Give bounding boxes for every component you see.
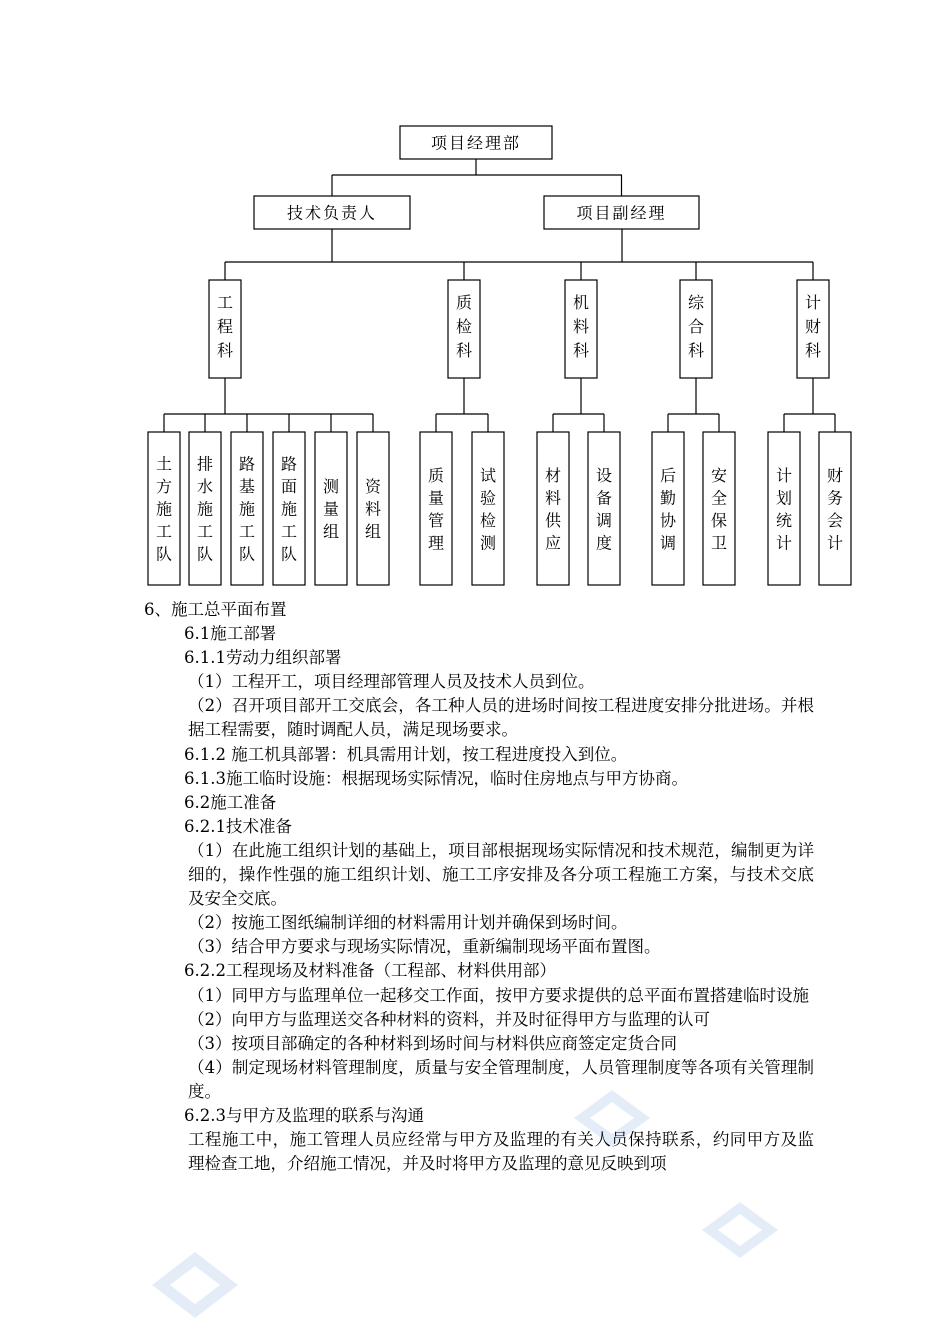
section-heading: 6、施工总平面布置 bbox=[144, 600, 287, 619]
paragraph: （1）在此施工组织计划的基础上，项目部根据现场实际情况和技术规范，编制更为详细的，操作性强的施工组织计划、施工工序安排及各分项工程施工方案，与技术交底及安全交底。 bbox=[188, 840, 814, 909]
watermark-logo-icon bbox=[150, 1250, 240, 1320]
paragraph: （3）结合甲方要求与现场实际情况，重新编制现场平面布置图。 bbox=[188, 937, 661, 957]
subsection-heading: 6.2施工准备 bbox=[184, 792, 277, 812]
watermark-logo-icon bbox=[700, 1200, 780, 1260]
paragraph: （1）工程开工，项目经理部管理人员及技术人员到位。 bbox=[188, 672, 595, 692]
org-team-label: 资料组 bbox=[364, 477, 382, 541]
org-team-label: 后勤协调 bbox=[659, 465, 677, 553]
watermark-logo-icon bbox=[572, 1088, 652, 1148]
org-level2-label: 项目副经理 bbox=[576, 203, 667, 223]
org-chart bbox=[0, 0, 950, 600]
subsection-heading: 6.2.2工程现场及材料准备（工程部、材料供用部） bbox=[184, 961, 556, 981]
paragraph: 工程施工中，施工管理人员应经常与甲方及监理的有关人员保持联系，约同甲方及监理检查工地，介绍施工情况，并及时将甲方及监理的意见反映到项 bbox=[188, 1130, 814, 1174]
subsection-heading: 6.2.1技术准备 bbox=[184, 816, 292, 836]
org-level2-label: 技术负责人 bbox=[286, 203, 378, 223]
org-team-label: 路面施工队 bbox=[280, 454, 298, 564]
org-team-box bbox=[420, 432, 452, 585]
org-team-box bbox=[588, 432, 620, 585]
org-team-box bbox=[819, 432, 851, 585]
org-team-label: 财务会计 bbox=[826, 465, 844, 553]
org-department-label: 工程科 bbox=[216, 293, 234, 360]
org-team-label: 设备调度 bbox=[595, 465, 613, 553]
paragraph: （2）按施工图纸编制详细的材料需用计划并确保到场时间。 bbox=[188, 913, 628, 933]
subsection-heading: 6.1施工部署 bbox=[184, 624, 277, 644]
org-team-label: 计划统计 bbox=[775, 465, 793, 553]
org-team-box bbox=[703, 432, 735, 585]
org-team-box bbox=[652, 432, 684, 585]
document-body bbox=[144, 598, 814, 1176]
org-team-label: 测量组 bbox=[322, 477, 340, 541]
org-team-label: 排水施工队 bbox=[196, 454, 214, 564]
org-team-label: 土方施工队 bbox=[155, 454, 173, 564]
subsection-heading: 6.1.2 施工机具部署：机具需用计划，按工程进度投入到位。 bbox=[184, 744, 628, 764]
org-department-label: 机料科 bbox=[572, 293, 590, 360]
org-department-label: 质检科 bbox=[455, 293, 473, 360]
paragraph: （2）召开项目部开工交底会，各工种人员的进场时间按工程进度安排分批进场。并根据工程需要，随时调配人员，满足现场要求。 bbox=[188, 696, 814, 740]
org-team-label: 材料供应 bbox=[544, 465, 562, 553]
org-team-box bbox=[768, 432, 800, 585]
paragraph: （2）向甲方与监理送交各种材料的资料，并及时征得甲方与监理的认可 bbox=[188, 1009, 710, 1029]
paragraph: （1）同甲方与监理单位一起移交工作面，按甲方要求提供的总平面布置搭建临时设施 bbox=[188, 985, 809, 1005]
org-team-label: 质量管理 bbox=[427, 465, 445, 553]
subsection-heading: 6.2.3与甲方及监理的联系与沟通 bbox=[184, 1105, 424, 1125]
org-team-label: 路基施工队 bbox=[238, 454, 256, 564]
org-team-label: 试验检测 bbox=[479, 465, 497, 553]
paragraph: （3）按项目部确定的各种材料到场时间与材料供应商签定定货合同 bbox=[188, 1033, 677, 1053]
org-team-label: 安全保卫 bbox=[710, 465, 728, 553]
org-team-box bbox=[472, 432, 504, 585]
subsection-heading: 6.1.3施工临时设施：根据现场实际情况，临时住房地点与甲方协商。 bbox=[184, 768, 688, 788]
org-department-label: 综合科 bbox=[687, 293, 705, 360]
org-department-label: 计财科 bbox=[804, 293, 822, 360]
org-root-label: 项目经理部 bbox=[430, 133, 522, 153]
paragraph: （4）制定现场材料管理制度，质量与安全管理制度，人员管理制度等各项有关管理制度。 bbox=[188, 1057, 814, 1101]
org-team-box bbox=[537, 432, 569, 585]
subsection-heading: 6.1.1劳动力组织部署 bbox=[184, 648, 342, 668]
